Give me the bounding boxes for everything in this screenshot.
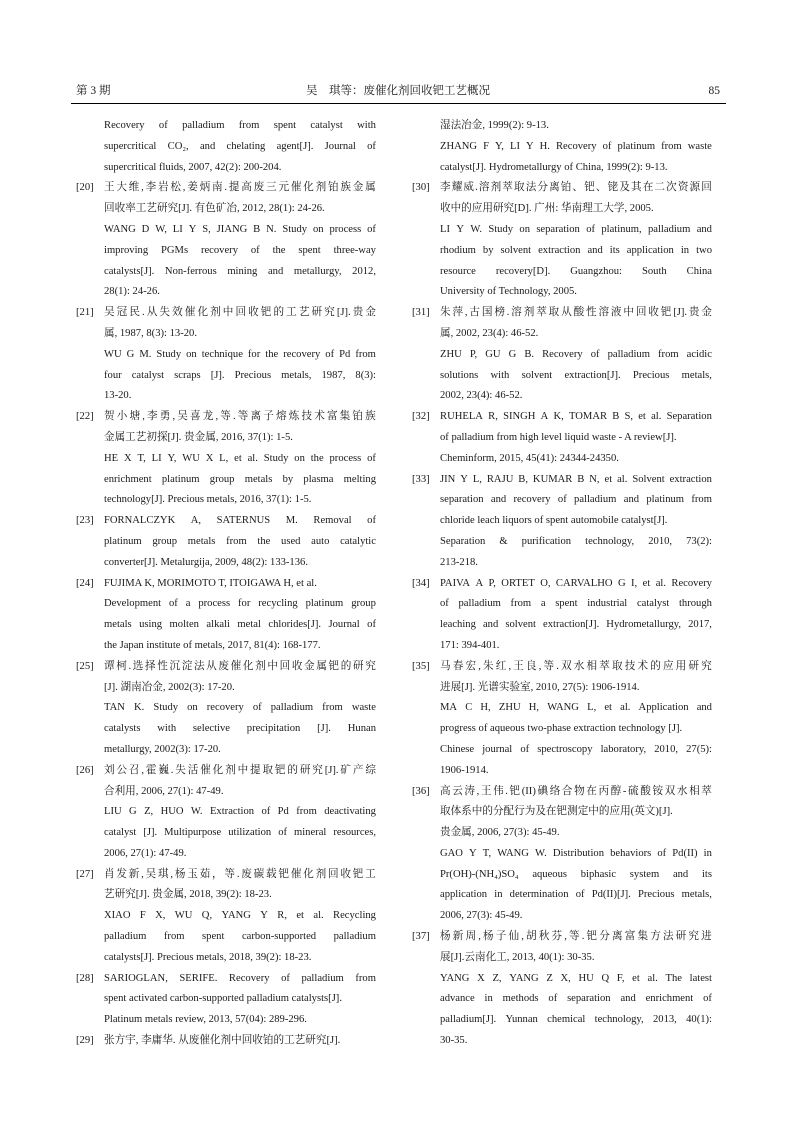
reference-entry bbox=[76, 407, 376, 511]
header-rule bbox=[71, 103, 726, 104]
reference-entry bbox=[412, 927, 712, 1052]
reference-line: 高 云 涛 , 王 伟 . 钯 (II) 碘 络 合 物 在 丙 醇 - 硫 酸 铵 双 水 相 萃 bbox=[440, 785, 712, 797]
reference-line: palladium from spent carbon-supported palladium bbox=[104, 931, 376, 943]
reference-line: 肖 发 新 , 吴 琪 , 杨 玉 茹 ， 等 . 废 碳 载 钯 催 化 剂 回 收 钯 工 bbox=[104, 868, 376, 880]
reference-number: [31] bbox=[412, 307, 430, 319]
reference-number: [32] bbox=[412, 411, 430, 423]
reference-line: 28(1): 24-26. bbox=[104, 286, 160, 298]
reference-line: catalyst[J]. Hydrometallurgy of China, 1999(2): 9-13. bbox=[440, 161, 668, 173]
reference-number: [30] bbox=[412, 182, 430, 194]
reference-line: FORNALCZYK A, SATERNUS M. Removal of bbox=[104, 515, 376, 527]
reference-line: 2002, 23(4): 46-52. bbox=[440, 390, 523, 402]
reference-entry bbox=[412, 116, 712, 178]
reference-line: 取体系中的分配行为及在钯测定中的应用(英文)[J]. bbox=[440, 806, 673, 818]
reference-number: [36] bbox=[412, 785, 430, 797]
reference-entry bbox=[76, 969, 376, 1031]
reference-line: rhodium by solvent extraction and its application in two bbox=[440, 244, 712, 256]
reference-number: [22] bbox=[76, 411, 94, 423]
reference-number: [23] bbox=[76, 515, 94, 527]
reference-line: 213-218. bbox=[440, 556, 478, 568]
reference-number: [33] bbox=[412, 473, 430, 485]
reference-line: University of Technology, 2005. bbox=[440, 286, 577, 298]
reference-line: 朱 萍 , 古 国 榜 . 溶 剂 萃 取 从 酸 性 溶 液 中 回 收 钯 [J]. 贵 金 bbox=[440, 307, 712, 319]
reference-number: [24] bbox=[76, 577, 94, 589]
reference-line: 贵金属, 2006, 27(3): 45-49. bbox=[440, 827, 560, 839]
reference-line: spent activated carbon-supported palladium catalysts[J]. bbox=[104, 993, 342, 1005]
reference-line: separation and recovery of palladium and platinum from bbox=[440, 494, 712, 506]
references-left-column bbox=[76, 116, 376, 1052]
reference-line: 杨 新 周 , 杨 子 仙 , 胡 秋 芬 , 等 . 钯 分 离 富 集 方 法 研 究 进 bbox=[440, 931, 712, 943]
reference-line: LIU G Z, HUO W. Extraction of Pd from deactivating bbox=[104, 806, 376, 818]
reference-number: [26] bbox=[76, 764, 94, 776]
reference-line: PAIVA A P, ORTET O, CARVALHO G I, et al. Recovery bbox=[440, 577, 712, 589]
reference-line: 2006, 27(3): 45-49. bbox=[440, 910, 523, 922]
reference-number: [37] bbox=[412, 931, 430, 943]
issue-label: 第 3 期 bbox=[76, 85, 111, 97]
reference-line: 进展[J]. 光谱实验室, 2010, 27(5): 1906-1914. bbox=[440, 681, 640, 693]
reference-number: [35] bbox=[412, 660, 430, 672]
reference-line: improving PGMs recovery of the spent three-way bbox=[104, 244, 376, 256]
reference-entry bbox=[412, 407, 712, 469]
reference-entry bbox=[76, 761, 376, 865]
reference-number: [25] bbox=[76, 660, 94, 672]
reference-line: SARIOGLAN, SERIFE. Recovery of palladium from bbox=[104, 972, 376, 984]
reference-line: 李 耀 威 . 溶 剂 萃 取 法 分 离 铂 、 钯 、 铑 及 其 在 二 次 资 源 回 bbox=[440, 182, 712, 194]
reference-line: 合利用, 2006, 27(1): 47-49. bbox=[104, 785, 224, 797]
reference-line: catalysts[J]. Non-ferrous mining and metallurgy, 2012, bbox=[104, 265, 376, 277]
reference-entry bbox=[76, 178, 376, 303]
reference-line: Pr(OH)-(NH₄)SO₄ aqueous biphasic system and its bbox=[440, 868, 712, 880]
reference-line: Platinum metals review, 2013, 57(04): 289-296. bbox=[104, 1014, 307, 1026]
reference-line: catalysts with selective precipitation [J]. Hunan bbox=[104, 723, 376, 735]
reference-line: 贺 小 塘 , 李 勇 , 吴 喜 龙 , 等 . 等 离 子 熔 炼 技 术 富 集 铂 族 bbox=[104, 411, 376, 423]
reference-line: 艺研究[J]. 贵金属, 2018, 39(2): 18-23. bbox=[104, 889, 272, 901]
reference-line: 金属工艺初探[J]. 贵金属, 2016, 37(1): 1-5. bbox=[104, 431, 293, 443]
reference-line: 2006, 27(1): 47-49. bbox=[104, 847, 187, 859]
reference-number: [28] bbox=[76, 972, 94, 984]
reference-line: TAN K. Study on recovery of palladium from waste bbox=[104, 702, 376, 714]
reference-line: WANG D W, LI Y S, JIANG B N. Study on process of bbox=[104, 223, 376, 235]
reference-line: 13-20. bbox=[104, 390, 132, 402]
reference-entry bbox=[76, 865, 376, 969]
reference-number: [20] bbox=[76, 182, 94, 194]
reference-line: of palladium from a spent industrial catalyst through bbox=[440, 598, 712, 610]
reference-entry bbox=[412, 178, 712, 303]
reference-line: [J]. 湖南冶金, 2002(3): 17-20. bbox=[104, 681, 235, 693]
reference-line: WU G M. Study on technique for the recovery of Pd from bbox=[104, 348, 376, 360]
reference-line: supercritical fluids, 2007, 42(2): 200-204. bbox=[104, 161, 282, 173]
reference-line: Recovery of palladium from spent catalyst with bbox=[104, 120, 376, 131]
reference-line: technology[J]. Precious metals, 2016, 37(1): 1-5. bbox=[104, 494, 312, 506]
reference-line: resource recovery[D]. Guangzhou: South China bbox=[440, 265, 712, 277]
reference-line: four catalyst scraps [J]. Precious metals, 1987, 8(3): bbox=[104, 369, 376, 381]
reference-line: ZHANG F Y, LI Y H. Recovery of platinum from waste bbox=[440, 140, 712, 152]
reference-line: 马 春 宏 , 朱 红 , 王 良 , 等 . 双 水 相 萃 取 技 术 的 应 用 研 究 bbox=[440, 660, 712, 672]
reference-line: 属, 2002, 23(4): 46-52. bbox=[440, 327, 539, 339]
reference-line: 回收率工艺研究[J]. 有色矿冶, 2012, 28(1): 24-26. bbox=[104, 203, 325, 215]
reference-line: 张方宇, 李庸华. 从废催化剂中回收铂的工艺研究[J]. bbox=[104, 1035, 341, 1047]
reference-line: platinum group metals from the used auto catalytic bbox=[104, 535, 376, 547]
reference-line: 收中的应用研究[D]. 广州: 华南理工大学, 2005. bbox=[440, 203, 654, 215]
reference-line: enrichment platinum group metals by plasma melting bbox=[104, 473, 376, 485]
reference-line: 171: 394-401. bbox=[440, 639, 500, 651]
reference-line: 1906-1914. bbox=[440, 764, 489, 776]
reference-line: GAO Y T, WANG W. Distribution behaviors of Pd(II) in bbox=[440, 847, 712, 859]
reference-entry bbox=[412, 303, 712, 407]
reference-line: 展[J].云南化工, 2013, 40(1): 30-35. bbox=[440, 951, 595, 963]
reference-line: 湿法冶金, 1999(2): 9-13. bbox=[440, 120, 549, 131]
reference-line: YANG X Z, YANG Z X, HU Q F, et al. The latest bbox=[440, 972, 712, 984]
reference-line: JIN Y L, RAJU B, KUMAR B N, et al. Solvent extraction bbox=[440, 473, 712, 485]
reference-line: converter[J]. Metalurgija, 2009, 48(2): 133-136. bbox=[104, 556, 308, 568]
reference-entry bbox=[76, 116, 376, 178]
reference-number: [29] bbox=[76, 1035, 94, 1047]
reference-entry bbox=[76, 511, 376, 573]
reference-entry bbox=[412, 574, 712, 657]
reference-line: advance in methods of separation and enrichment of bbox=[440, 993, 712, 1005]
reference-entry bbox=[412, 782, 712, 928]
reference-number: [34] bbox=[412, 577, 430, 589]
reference-line: Chinese journal of spectroscopy laboratory, 2010, 27(5): bbox=[440, 743, 712, 755]
reference-line: of palladium from high level liquid waste - A review[J]. bbox=[440, 431, 677, 443]
reference-line: HE X T, LI Y, WU X L, et al. Study on the process of bbox=[104, 452, 376, 464]
reference-line: XIAO F X, WU Q, YANG Y R, et al. Recycling bbox=[104, 910, 376, 922]
reference-entry bbox=[76, 303, 376, 407]
reference-entry bbox=[412, 657, 712, 782]
reference-line: metallurgy, 2002(3): 17-20. bbox=[104, 743, 221, 755]
reference-number: [21] bbox=[76, 307, 94, 319]
reference-line: Cheminform, 2015, 45(41): 24344-24350. bbox=[440, 452, 619, 464]
reference-line: leaching and solvent extraction[J]. Hydrometallurgy, 2017, bbox=[440, 619, 712, 631]
reference-line: application in determination of Pd(II)[J]. Precious metals, bbox=[440, 889, 712, 901]
reference-line: catalyst [J]. Multipurpose utilization of mineral resources, bbox=[104, 827, 376, 839]
reference-line: Separation & purification technology, 2010, 73(2): bbox=[440, 535, 712, 547]
reference-line: 吴 冠 民 . 从 失 效 催 化 剂 中 回 收 钯 的 工 艺 研 究 [J]. 贵 金 bbox=[104, 307, 376, 319]
reference-entry bbox=[412, 470, 712, 574]
reference-line: supercritical CO₂, and chelating agent[J]. Journal of bbox=[104, 140, 376, 152]
page-number: 85 bbox=[708, 85, 720, 97]
reference-entry bbox=[76, 657, 376, 761]
reference-line: 刘 公 召 , 霍 巍 . 失 活 催 化 剂 中 提 取 钯 的 研 究 [J]. 矿 产 综 bbox=[104, 764, 376, 776]
running-title: 吴 琪等：废催化剂回收钯工艺概况 bbox=[306, 85, 490, 97]
reference-line: 谭 柯 . 选 择 性 沉 淀 法 从 废 催 化 剂 中 回 收 金 属 钯 的 研 究 bbox=[104, 660, 376, 672]
reference-line: Development of a process for recycling platinum group bbox=[104, 598, 376, 610]
reference-number: [27] bbox=[76, 868, 94, 880]
reference-line: ZHU P, GU G B. Recovery of palladium from acidic bbox=[440, 348, 712, 360]
reference-line: MA C H, ZHU H, WANG L, et al. Application and bbox=[440, 702, 712, 714]
running-header bbox=[76, 84, 720, 101]
reference-line: chloride leach liquors of spent automobile catalyst[J]. bbox=[440, 515, 668, 527]
reference-line: progress of aqueous two-phase extraction technology [J]. bbox=[440, 723, 683, 735]
reference-line: metals using molten alkali metal chlorides[J]. Journal of bbox=[104, 619, 376, 631]
reference-line: FUJIMA K, MORIMOTO T, ITOIGAWA H, et al. bbox=[104, 577, 317, 589]
reference-entry bbox=[76, 574, 376, 657]
reference-line: 30-35. bbox=[440, 1035, 468, 1047]
reference-line: 王 大 维 , 李 岩 松 , 姜 炳 南 . 提 高 废 三 元 催 化 剂 铂 族 金 属 bbox=[104, 182, 376, 194]
reference-line: the Japan institute of metals, 2017, 81(4): 168-177. bbox=[104, 639, 321, 651]
reference-entry bbox=[76, 1031, 376, 1052]
reference-line: LI Y W. Study on separation of platinum, palladium and bbox=[440, 223, 712, 235]
reference-line: 属, 1987, 8(3): 13-20. bbox=[104, 327, 197, 339]
reference-line: solutions with solvent extraction[J]. Precious metals, bbox=[440, 369, 712, 381]
reference-line: RUHELA R, SINGH A K, TOMAR B S, et al. Separation bbox=[440, 411, 712, 423]
reference-line: catalysts[J]. Precious metals, 2018, 39(2): 18-23. bbox=[104, 951, 312, 963]
references-right-column bbox=[412, 116, 712, 1052]
reference-line: palladium[J]. Yunnan chemical technology, 2013, 40(1): bbox=[440, 1014, 712, 1026]
